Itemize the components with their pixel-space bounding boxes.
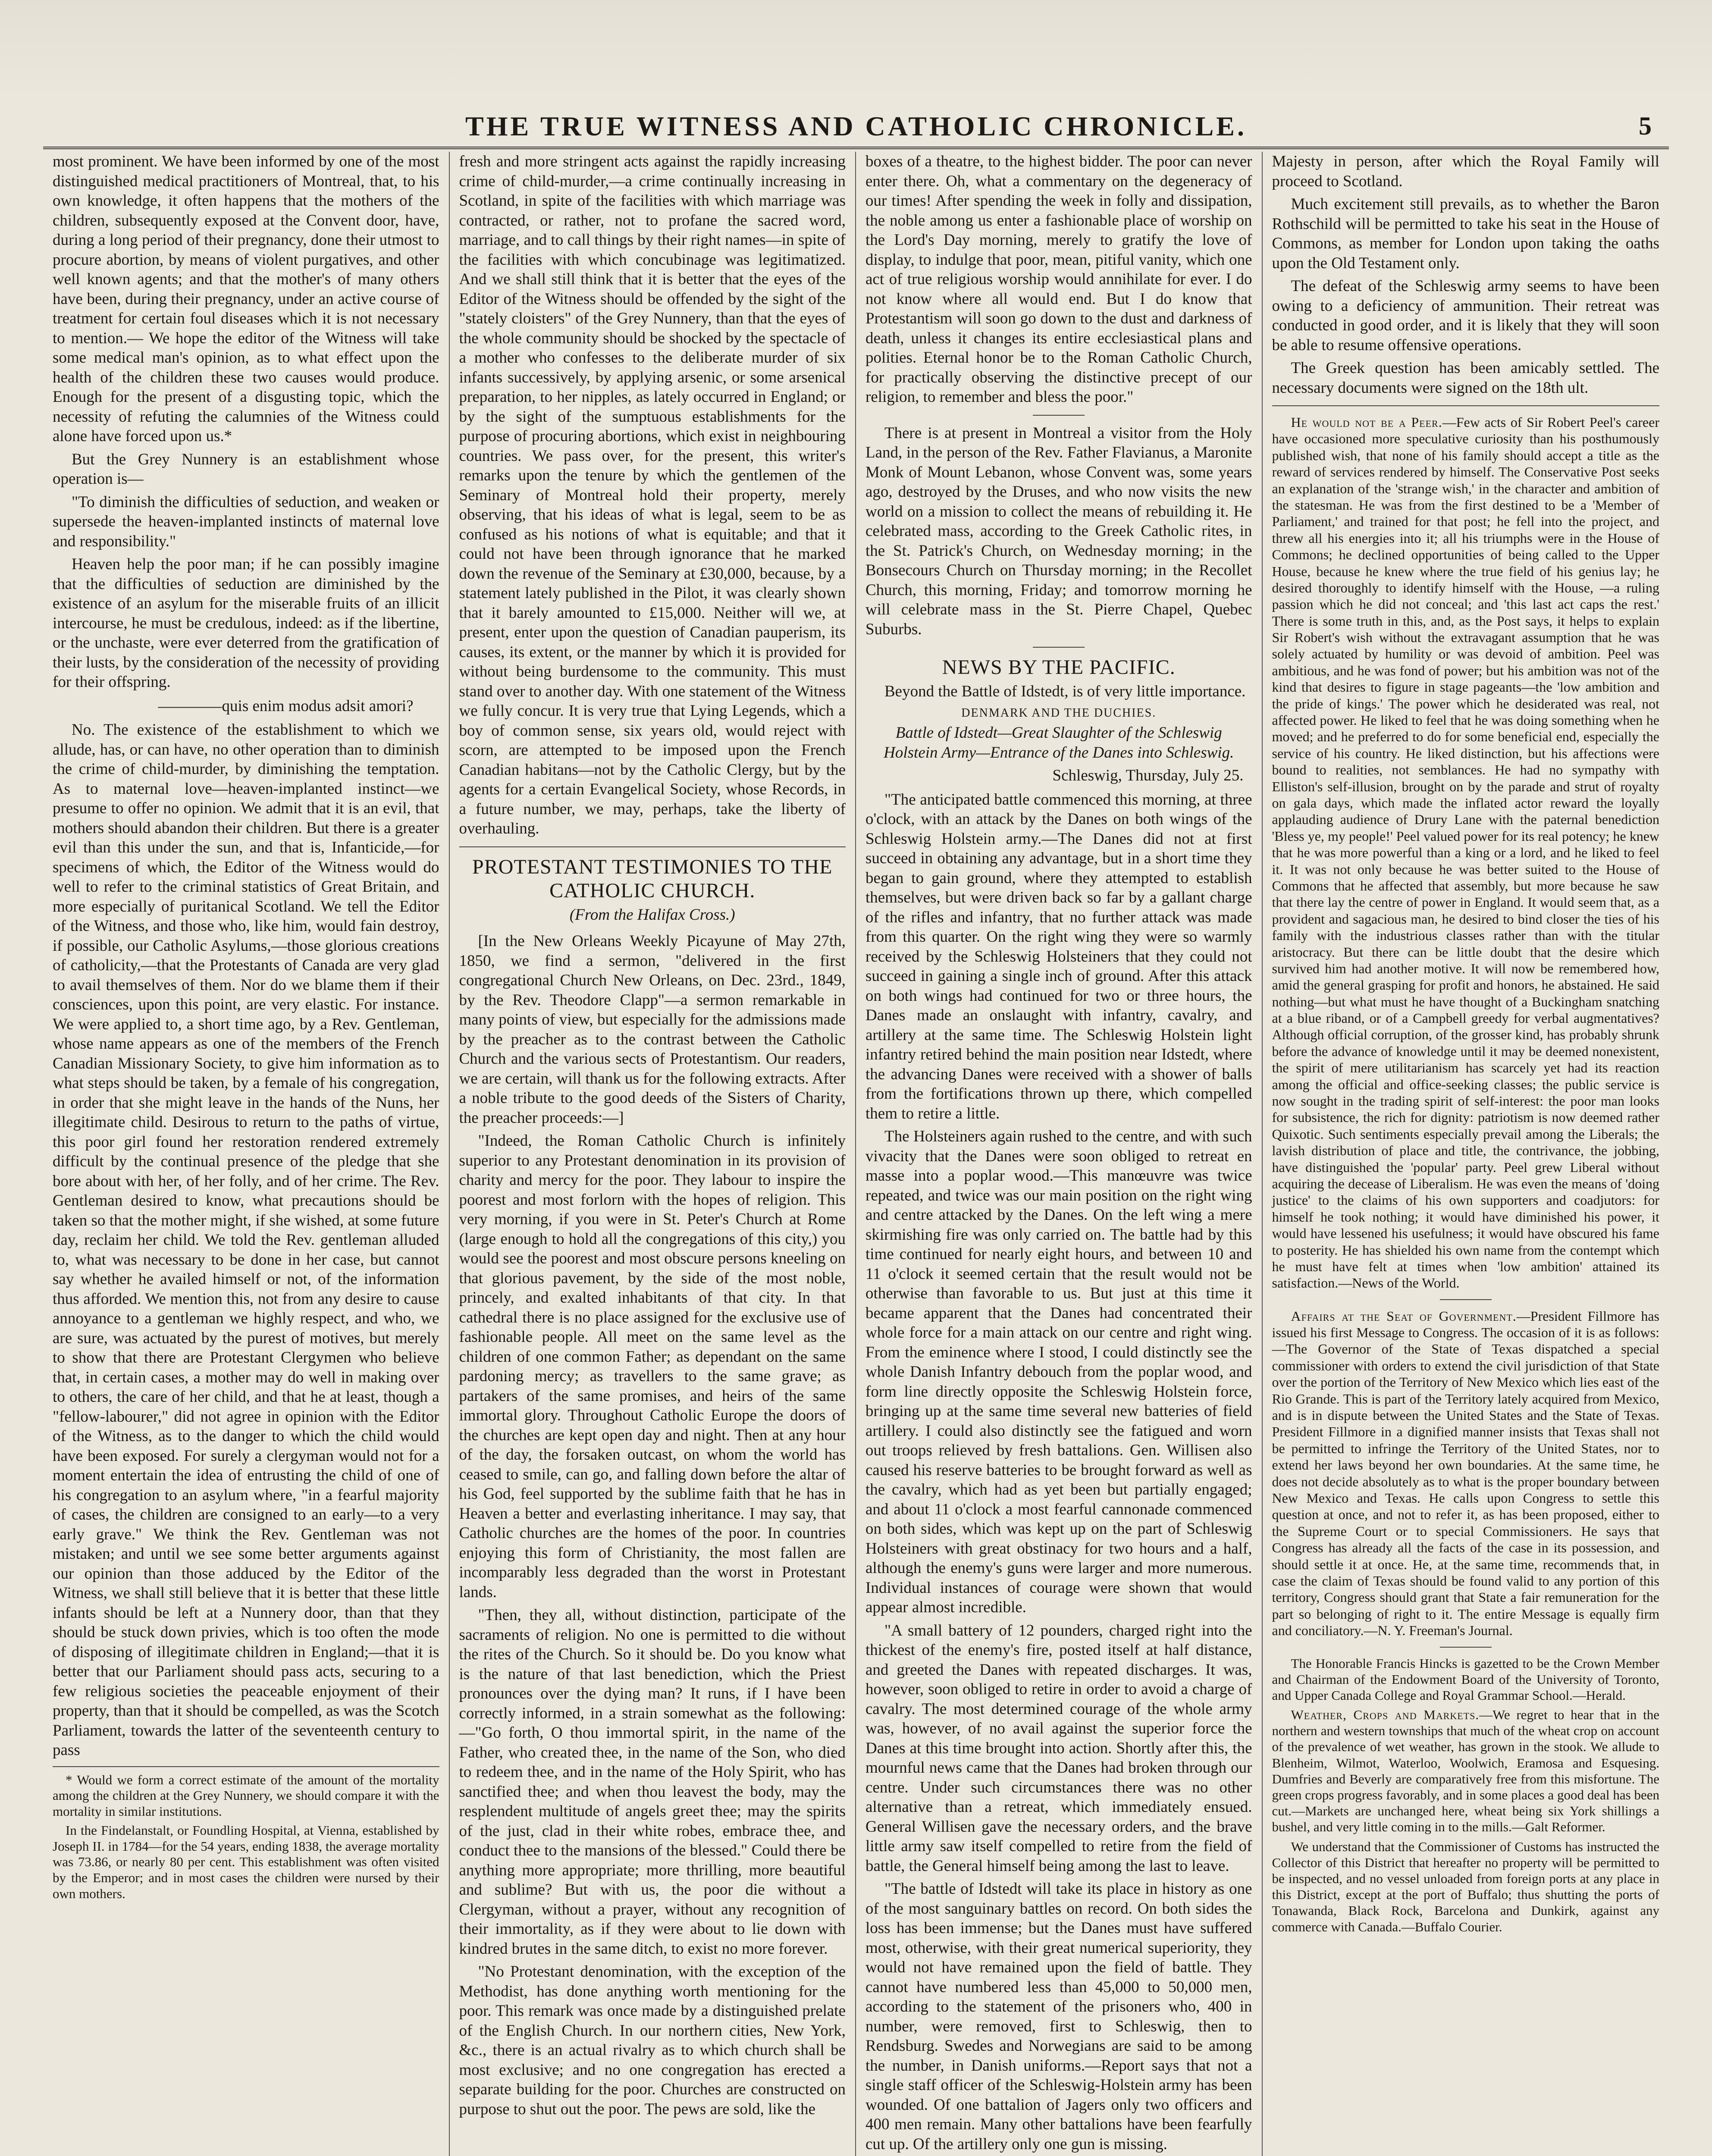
subheading: DENMARK AND THE DUCHIES. bbox=[961, 706, 1157, 720]
column-4 bbox=[1263, 152, 1669, 2156]
paragraph: The defeat of the Schleswig army seems to have been owing to a deficiency of ammunition. Their retreat was conducted in good order, and it is likely that they will soon be able to resume offensive operations. bbox=[1272, 277, 1659, 354]
article-columns bbox=[43, 152, 1669, 2156]
paragraph-text: —President Fillmore has issued his first Message to Congress. The occasion of it is as follows:—The Governor of the State of Texas dispatched a special commissioner with orders to extend the civil jurisdiction of that State over the portion of the Territory of New Mexico which lies east of the Rio Grande. This is part of the Territory lately acquired from Mexico, and is in dispute between the United States and the State of Texas. President Fillmore in a dignified manner insists that Texas shall not be permitted to infringe the Territory of the United States, nor to extend her laws beyond her own boundaries. At the same time, he does not decide absolutely as to what is the proper boundary between New Mexico and Texas. He calls upon Congress to settle this question at once, and not to refer it, as has been proposed, either to the Supreme Court or to special Commissioners. He says that Congress has already all the facts of the case in its possession, and should settle it at once. He, at the same time, recommends that, in case the claim of Texas should be found valid to any portion of this territory, Congress should grant that State a fair remuneration for the part so belonging of right to it. The entire Message is equally firm and conciliatory.—N. Y. Freeman's Journal. bbox=[1272, 1308, 1660, 1639]
paragraph: "Indeed, the Roman Catholic Church is infinitely superior to any Protestant denomination in its provision of charity and mercy for the poor. They labour to inspire the poorest and most forlorn with the hopes of religion. This very morning, if you were in St. Peter's Church at Rome (large enough to hold all the congregations of this city,) you would see the poorest and most obscure persons kneeling on that glorious pavement, by the side of the most noble, princely, and exalted inhabitants of that city. In that cathedral there is no place assigned for the exclusive use of fashionable people. All meet on the same level as the children of one common Father; as dependant on the same pardoning mercy; as travellers to the same grave; as partakers of the same promises, and heirs of the same immortal glory. Throughout Catholic Europe the doors of the churches are kept open day and night. Then at any hour of the day, the forsaken outcast, on whom the world has ceased to smile, can go, and falling down before the altar of his God, feel supported by the sublime faith that he has in Heaven a better and everlasting inheritance. I may say, that Catholic churches are the homes of the poor. In countries enjoying this form of Christianity, the most fallen are incomparably less degraded than the worst in Protestant lands. bbox=[459, 1132, 846, 1601]
paragraph: "No Protestant denomination, with the exception of the Methodist, has done anything worth mentioning for the poor. This remark was once made by a distinguished prelate of the English Church. In our northern cities, New York, &c., there is an actual rivalry as to which church shall be most exclusive; and no one congregation has erected a separate building for the poor. Churches are constructed on purpose to shut out the poor. The pews are sold, like the bbox=[459, 1963, 846, 2118]
page-title: THE TRUE WITNESS AND CATHOLIC CHRONICLE. bbox=[465, 111, 1247, 141]
header-rule bbox=[43, 147, 1669, 149]
paragraph: "Then, they all, without distinction, participate of the sacraments of religion. No one is permitted to die without the rites of the Church. So it should be. Do you know what is the nature of that last benediction, which the Priest pronounces over the dying man? It runs, if I have been correctly informed, in a strain somewhat as the following:—"Go forth, O thou immortal spirit, in the name of the Father, who created thee, in the name of the Son, who died to redeem thee, and in the name of the Holy Spirit, who has sanctified thee; and when thou leavest the body, may the resplendent multitude of angels greet thee; may the spirits of the just, clad in their white robes, embrace thee, and conduct thee to the mansions of the blessed." Could there be anything more appropriate; more thrilling, more beautiful and sublime? But with us, the poor die without a Clergyman, without a prayer, without any recognition of their immortality, as if they were about to lie down with kindred brutes in the same ditch, to exist no more forever. bbox=[459, 1606, 846, 1958]
paragraph: There is at present in Montreal a visitor from the Holy Land, in the person of the Rev. Father Flavianus, a Maronite Monk of Mount Lebanon, whose Convent was, some years ago, destroyed by the Druses, and who now visits the new world on a mission to collect the means of rebuilding it. He celebrated mass, according to the Greek Catholic rites, in the St. Patrick's Church, on Wednesday morning; in the Bonsecours Church on Thursday morning; in the Recollet Church, this morning, Friday; and tomorrow morning he will celebrate mass in the St. Pierre Chapel, Quebec Suburbs. bbox=[865, 424, 1252, 638]
paragraph-weather bbox=[1272, 1707, 1660, 1835]
paragraph: most prominent. We have been informed by one of the most distinguished medical practitioners of Montreal, that, to his own knowledge, it often happens that the mothers of the children, subsequently exposed at the Convent door, have, during a long period of their pregnancy, done their utmost to procure abortion, by means of violent purgatives, and other well known agents; and that the mother's of many others have been, during their pregnancy, under an active course of treatment for certain foul diseases which it is not necessary to mention.— We hope the editor of the Witness will take some medical man's opinion, as to what effect upon the health of the children these two causes would produce. Enough for the present of a disgusting topic, which the necessity of refuting the calumnies of the Witness could alone have forced upon us.* bbox=[53, 153, 439, 445]
page-top-margin bbox=[0, 0, 1712, 99]
paragraph-text: —Few acts of Sir Robert Peel's career have occasioned more speculative curiosity than his posthumously published wish, that none of his family should accept a title as the reward of services rendered by himself. The Conservative Post seeks an explanation of the 'strange wish,' in the character and ambition of the statesman. He was from the first destined to be a 'Member of Parliament,' and trained for that post; he fell into the project, and threw all his energies into it; all his triumphs were in the House of Commons; he declined opportunities of being called to the Upper House, because he knew where the true field of his genius lay; he desired thoroughly to identify himself with the House, —a ruling passion which he did not conceal; and 'this last act caps the rest.' There is some truth in this, and, as the Post says, it helps to explain Sir Robert's wish without the extravagant assumption that he was solely actuated by humility or was devoid of ambition. Peel was ambitious, and he was fond of power; but his ambition was not of the kind that desires to figure in stage pageants—the 'low ambition and the pride of kings.' The power which he desiderated was real, not affected power. He liked to feel that he was doing something when he moved; and he preferred to do for some beneficial end, especially the service of his country. He liked distinction, but his affections were bound to realities, not semblances. He had no sympathy with Elliston's self-illusion, brought on by the parade and strut of royalty on gala days, which made the inflated actor reward the loyally applauding audience of Drury Lane with the paternal benediction 'Bless ye, my people!' Peel valued power for its real potency; he knew that he was more powerful than a king or a lord, and he liked to feel it. It was not only because he was better suited to the House of Commons that he affected that assembly, but more because he saw that there lay the centre of power in England. It would seem that, as a provident and sagacious man, he desired to bind closer the ties of his family with the industrious classes rather than with the titular aristocracy. But there can be little doubt that the desire which survived him had another motive. It will now be remembered how, amid the general grasping for profit and honors, he abstained. He said nothing—but what must he have thought of a Buckingham snatching at a blue riband, or of a Campbell greedy for verbal augmentatives? Although official corruption, of the grosser kind, has probably shrunk before the advance of knowledge until it may be deemed nonexistent, the spirit of mere utilitarianism has scarcely yet had its reaction among the official and office-seeking classes; the public service is now sought in the trading spirit of self-interest: the poor man looks for subsistence, the rich for dignity: patriotism is now deemed rather Quixotic. Such sentiments especially prevail among the Liberals; the lavish distribution of place and title, the contrivance, the jobbing, have distinguished the 'popular' party. Peel grew Liberal without acquiring the decease of Liberalism. He was even the means of 'doing justice' to the claims of his own supporters and coadjutors: for himself he took nothing; it would have diminished his power, it would have lessened his usefulness; it would have obscured his fame to posterity. He has shielded his own name from the contempt which he must have felt at times when 'low ambition' attained its satisfaction.—News of the World. bbox=[1272, 414, 1659, 1291]
paragraph: Beyond the Battle of Idstedt, is of very little importance. bbox=[884, 683, 1246, 701]
page-number: 5 bbox=[1639, 112, 1652, 140]
divider bbox=[1440, 1647, 1492, 1648]
paragraph: "A small battery of 12 pounders, charged right into the thickest of the enemy's fire, posted itself at half distance, and greeted the Danes with repeated discharges. It was, however, soon obliged to retire in order to avoid a charge of cavalry. The most determined courage of the whole army was, however, of no avail against the superior force the Danes at this time brought into action. Shortly after this, the mournful news came that the Danes had broken through our centre. Under such circumstances there was no other alternative than a retreat, which immediately ensued. General Willisen gave the necessary orders, and the brave little army saw itself compelled to retire from the field of battle, the General himself being among the last to leave. bbox=[865, 1621, 1252, 1875]
article-heading: PROTESTANT TESTIMONIES TO THE CATHOLIC CHURCH. bbox=[472, 855, 833, 902]
column-2 bbox=[450, 152, 856, 2156]
divider bbox=[1033, 415, 1085, 416]
paragraph: We understand that the Commissioner of Customs has instructed the Collector of this District that hereafter no property will be permitted to be inspected, and no vessel unloaded from foreign ports at any place in this District, except at the port of Buffalo; thus shutting the ports of Tonawanda, Black Rock, Barcelona and Dunkirk, against any commerce with Canada.—Buffalo Courier. bbox=[1272, 1839, 1659, 1934]
paragraph: [In the New Orleans Weekly Picayune of May 27th, 1850, we find a sermon, "delivered in the first congregational Church New Orleans, on Dec. 23rd., 1849, by the Rev. Theodore Clapp"—a sermon remarkable in many points of view, but especially for the admissions made by the preacher as to the contrast between the Catholic Church and the various sects of Protestantism. Our readers, we are certain, will thank us for the following extracts. After a noble tribute to the good deeds of the Sisters of Charity, the preacher proceeds:—] bbox=[459, 932, 846, 1127]
lead-in: Affairs at the Seat of Government. bbox=[1291, 1308, 1517, 1324]
lead-in: Weather, Crops and Markets. bbox=[1291, 1707, 1480, 1723]
paragraph: No. The existence of the establishment to which we allude, has, or can have, no other operation than to diminish the crime of child-murder, by diminishing the temptation. As to maternal love—heaven-implanted instinct—we presume to offer no opinion. We admit that it is an evil, that mothers should abandon their children. But there is a greater evil than this under the sun, and that is, Infanticide,—for specimens of which, the Editor of the Witness would do well to refer to the criminal statistics of Great Britain, and more especially of puritanical Scotland. We tell the Editor of the Witness, and those who, like him, would fain destroy, if possible, our Catholic Asylums,—those glorious creations of catholicity,—that the Protestants of Canada are very glad to avail themselves of them. Nor do we blame them if their consciences, upon this point, are very elastic. For instance. We were applied to, a short time ago, by a Rev. Gentleman, whose name appears as one of the members of the French Canadian Missionary Society, to give him information as to what steps should be taken, by a female of his congregation, in order that she might leave in the hands of the Nuns, her illegitimate child. Desirous to return to the paths of virtue, this poor girl found her restoration rendered extremely difficult by the continual presence of the pledge that she bore about with her, of her folly, and of her crime. The Rev. Gentleman desired to know, what precautions should be taken so that the mother might, if she wished, at some future day, reclaim her child. We told the Rev. gentleman alluded to, what was necessary to be done in her case, but cannot say whether he availed himself or not, of the information thus afforded. We mention this, not from any desire to cause annoyance to a gentleman we highly respect, and who, we are sure, was actuated by the purest of motives, but merely to show that there are Protestant Clergymen who believe that, in certain cases, a mother may do well in making over to others, the care of her child, and that he at least, though a "fellow-labourer," did not agree in opinion with the Editor of the Witness, as to the danger to which the child would have been exposed. For surely a clergyman would not for a moment entertain the idea of entrusting the child of one of his congregation to an asylum where, "in a fearful majority of cases, the children are consigned to an early—to a very early grave." We think the Rev. Gentleman was not mistaken; and until we see some better arguments against our opinion than those adduced by the Editor of the Witness, we shall still believe that it is better that these little infants should be left at a Nunnery door, than that they should be stuck down privies, which is too often the mode of disposing of illegitimate children in England;—that it is better that our Parliament should pass acts, securing to a few religious societies the peaceable enjoyment of their property, than that it should be compelled, as was the Scotch Parliament, towards the latter of the seventeenth century to pass bbox=[53, 721, 439, 1759]
divider bbox=[1272, 405, 1660, 406]
paragraph: "The battle of Idstedt will take its place in history as one of the most sanguinary battles on record. On both sides the loss has been immense; but the Danes must have suffered most, otherwise, with their great numerical superiority, they would not have remained upon the field of battle. They cannot have numbered less than 45,000 to 50,000 men, according to the statement of the prisoners who, 400 in number, were removed, first to Schleswig, then to Rendsburg. Swedes and Norwegians are said to be among the number, in Danish uniforms.—Report says that not a single staff officer of the Schleswig-Holstein army has been wounded. Of one battalion of Jagers only two officers and 400 men remain. Many other battalions have been fearfully cut up. Of the artillery only one gun is missing. bbox=[865, 1880, 1252, 2153]
footnote bbox=[53, 1766, 439, 1902]
paragraph: The Greek question has been amicably settled. The necessary documents were signed on the 18th ult. bbox=[1272, 359, 1659, 397]
paragraph: But the Grey Nunnery is an establishment whose operation is— bbox=[53, 450, 439, 488]
paragraph-text: —We regret to hear that in the northern and western townships that much of the wheat crop on account of the prevalence of wet weather, has grown in the stook. We allude to Blenheim, Wilmot, Waterloo, Woolwich, Eramosa and Esquesing. Dumfries and Beverly are comparatively free from this misfortune. The green crops progress favorably, and in some places a good deal has been cut.—Markets are unchanged here, wheat being six York shillings a bushel, and very little coming in to the mills.—Galt Reformer. bbox=[1272, 1707, 1659, 1835]
divider bbox=[1033, 647, 1085, 648]
divider bbox=[459, 846, 846, 847]
paragraph: fresh and more stringent acts against the rapidly increasing crime of child-murder,—a crime continually increasing in Scotland, in spite of the facilities with which marriage was contracted, or rather, not to profane the sacred word, marriage, and to call things by their right names—in spite of the facilities with which concubinage was legitimatized. And we shall still think that it is better that the eyes of the Editor of the Witness should be offended by the sight of the "stately cloisters" of the Grey Nunnery, than that the eyes of the whole community should be shocked by the spectacle of a mother who confesses to the deliberate murder of six infants successively, by applying arsenic, or some arsenical preparation, to her nipples, as lately occurred in England; or by the sight of the sumptuous establishments for the purpose of procuring abortions, which exist in neighbouring countries. We pass over, for the present, this writer's remarks upon the tenure by which the gentlemen of the Seminary of Montreal hold their property, merely observing, that his ideas of what is legal, seem to be as confused as his notions of what is equitable; and that it could not have been through ignorance that he marked down the revenue of the Seminary at £30,000, because, by a statement lately published in the Pilot, it was clearly shown that it barely amounted to £15,000. Neither will we, at present, enter upon the question of Canadian pauperism, its causes, its extent, or the manner by which it is provided for without being burdensome to the community. This must stand over to another day. With one statement of the Witness we fully concur. It is very true that Lying Legends, which a boy of common sense, six years old, would reject with scorn, are attempted to be imposed upon the French Canadian habitans—not by the Catholic Clergy, but by the agents for a certain Evangelical Society, whose Records, in a future number, we may, perhaps, take the liberty of overhauling. bbox=[459, 153, 846, 837]
lead-in: He would not be a Peer. bbox=[1291, 414, 1442, 430]
paragraph: The Honorable Francis Hincks is gazetted to be the Crown Member and Chairman of the Endowment Board of the University of Toronto, and Upper Canada College and Royal Grammar School.—Herald. bbox=[1272, 1655, 1659, 1703]
paragraph: boxes of a theatre, to the highest bidder. The poor can never enter there. Oh, what a commentary on the degeneracy of our times! After spending the week in folly and dissipation, the noble among us enter a fashionable place of worship on the Lord's Day morning, merely to gratify the love of display, to indulge that poor, mean, pitiful vanity, which one act of true religious worship would annihilate for ever. I do not know where all would end. But I do know that Protestantism will soon go down to the dust and darkness of death, unless it changes its entire ecclesiastical plans and polities. Eternal honor be to the Roman Catholic Church, for practically observing the distinctive precept of our religion, to remember and bless the poor." bbox=[865, 153, 1252, 406]
column-1 bbox=[43, 152, 450, 2156]
paragraph: "The anticipated battle commenced this morning, at three o'clock, with an attack by the Danes on both wings of the Schleswig Holstein army.—The Danes did not at first succeed in obtaining any advantage, but in a short time they began to gain ground, where they attempted to establish themselves, but were driven back so far by a gallant charge of the rifles and infantry, that no further attack was made from this quarter. On the right wing they were so warmly received by the Schleswig Holsteiners that they could not succeed in gaining a single inch of ground. After this attack on both wings had continued for two or three hours, the Danes made an onslaught with infantry, cavalry, and artillery at the same time. The Schleswig Holstein light infantry retired behind the main position near Idstedt, where the advancing Danes were received with a shower of balls from the fortifications thrown up there, which compelled them to retire a little. bbox=[865, 790, 1252, 1122]
article-heading: NEWS BY THE PACIFIC. bbox=[942, 656, 1176, 679]
italic-heading: Battle of Idstedt—Great Slaughter of the Schleswig Holstein Army—Entrance of the Danes into Schleswig. bbox=[884, 724, 1234, 761]
paragraph: Heaven help the poor man; if he can possibly imagine that the difficulties of seduction are diminished by the existence of an asylum for the miserable fruits of an illicit intercourse, he must be credulous, indeed: as if the libertine, or the unchaste, were ever deterred from the gratification of their lusts, by the consideration of the necessity of providing for their offspring. bbox=[53, 555, 439, 691]
column-3 bbox=[856, 152, 1263, 2156]
footnote-text: In the Findelanstalt, or Foundling Hospital, at Vienna, established by Joseph II. in 1784—for the 54 years, ending 1838, the average mortality was 73.86, or nearly 80 per cent. This establishment was often visited by the Emperor; and in most cases the children were nursed by their own mothers. bbox=[53, 1823, 439, 1901]
quotation: "To diminish the difficulties of seduction, and weaken or supersede the heaven-implanted instincts of maternal love and responsibility." bbox=[53, 493, 439, 550]
dateline: Schleswig, Thursday, July 25. bbox=[1052, 767, 1244, 785]
latin-verse: ————quis enim modus adsit amori? bbox=[158, 697, 414, 715]
paragraph-peel bbox=[1272, 414, 1660, 1291]
divider bbox=[1440, 1299, 1492, 1300]
footnote-text: * Would we form a correct estimate of the amount of the mortality among the children at the Grey Nunnery, we should compare it with the mortality in similar institutions. bbox=[53, 1772, 439, 1819]
paragraph-affairs bbox=[1272, 1308, 1660, 1639]
paragraph: Majesty in person, after which the Royal Family will proceed to Scotland. bbox=[1272, 153, 1659, 190]
article-source: (From the Halifax Cross.) bbox=[569, 906, 735, 924]
paragraph: Much excitement still prevails, as to whether the Baron Rothschild will be permitted to take his seat in the House of Commons, as member for London upon taking the oaths upon the Old Testament only. bbox=[1272, 195, 1659, 272]
paragraph: The Holsteiners again rushed to the centre, and with such vivacity that the Danes were soon obliged to retreat en masse into a poplar wood.—This manœuvre was twice repeated, and twice was our main position on the right wing and centre attacked by the Danes. On the left wing a mere skirmishing fire was only carried on. The battle had by this time continued for nearly eight hours, and between 10 and 11 o'clock it seemed certain that the result would not be otherwise than favorable to us. But just at this time it became apparent that the Danes had concentrated their whole force for a main attack on our centre and right wing. From the eminence where I stood, I could distinctly see the whole Danish Infantry debouch from the poplar wood, and form line directly opposite the Schleswig Holstein force, bringing up at the same time several new batteries of field artillery. I could also distinctly see the fatigued and worn out troops relieved by fresh battalions. Gen. Willisen also caused his reserve batteries to be brought forward as well as the cavalry, which had as yet been but partially engaged; and about 11 o'clock a most fearful cannonade commenced on both sides, which was kept up on the part of Schleswig Holsteiners with great obstinacy for two hours and a half, although the enemy's guns were larger and more numerous. Individual instances of courage were shown that would appear almost incredible. bbox=[865, 1128, 1252, 1617]
